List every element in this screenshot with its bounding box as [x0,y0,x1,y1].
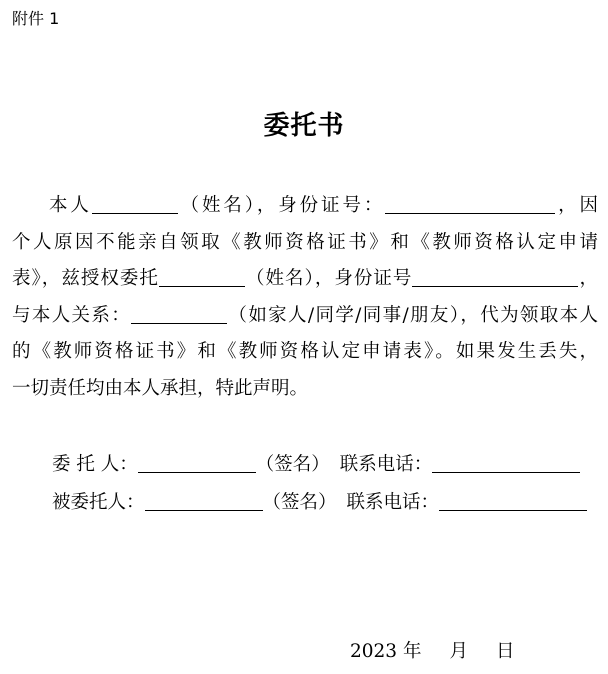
paragraph-line-2: 个人原因不能亲自领取《教师资格证书》和《教师资格认定申请 [12,231,598,253]
paragraph-line-6: 一切责任均由本人承担，特此声明。 [12,377,309,399]
text-segment: ， [578,268,598,290]
phone-label: 联系电话： [339,454,433,475]
principal-signature-blank[interactable] [138,454,256,473]
text-segment: 本人 [49,195,92,216]
paragraph-line-5: 的《教师资格证书》和《教师资格认定申请表》。如果发生丢失， [12,341,598,363]
principal-label: 委 托 人： [52,454,138,475]
authorization-paragraph [12,188,598,408]
trustee-signature-row [52,488,587,518]
document-title: 委托书 [263,111,345,141]
date-day-label: 日 [496,641,515,662]
phone-label: 联系电话： [346,492,440,513]
id-number-blank[interactable] [385,195,555,214]
attachment-label: 附件 1 [12,9,60,28]
trustee-id-blank[interactable] [412,268,578,287]
text-segment: ，因 [555,195,598,216]
principal-signature-row [52,450,580,480]
trustee-phone-blank[interactable] [439,492,587,511]
trustee-label: 被委托人： [52,492,145,513]
text-segment: （姓名），身份证号 [244,268,413,290]
paragraph-line-3 [12,261,598,298]
text-segment: 表》，兹授权委托 [12,268,159,290]
date-year: 2023 [350,641,398,662]
text-segment: 与本人关系： [12,304,132,326]
name-blank[interactable] [92,195,178,214]
trustee-name-blank[interactable] [159,268,245,287]
text-segment: （姓名），身份证号： [177,195,386,216]
principal-phone-blank[interactable] [432,454,580,473]
text-segment: （如家人/同学/同事/朋友），代为领取本人 [227,304,598,326]
date-year-label: 年 [402,641,422,662]
date-line [350,638,515,666]
relationship-blank[interactable] [131,305,227,324]
paragraph-line-1 [12,188,598,225]
sign-label: （签名） [255,454,330,475]
paragraph-line-4 [12,298,598,335]
trustee-signature-blank[interactable] [145,492,263,511]
sign-label: （签名） [262,492,337,513]
date-month-label: 月 [449,641,469,662]
